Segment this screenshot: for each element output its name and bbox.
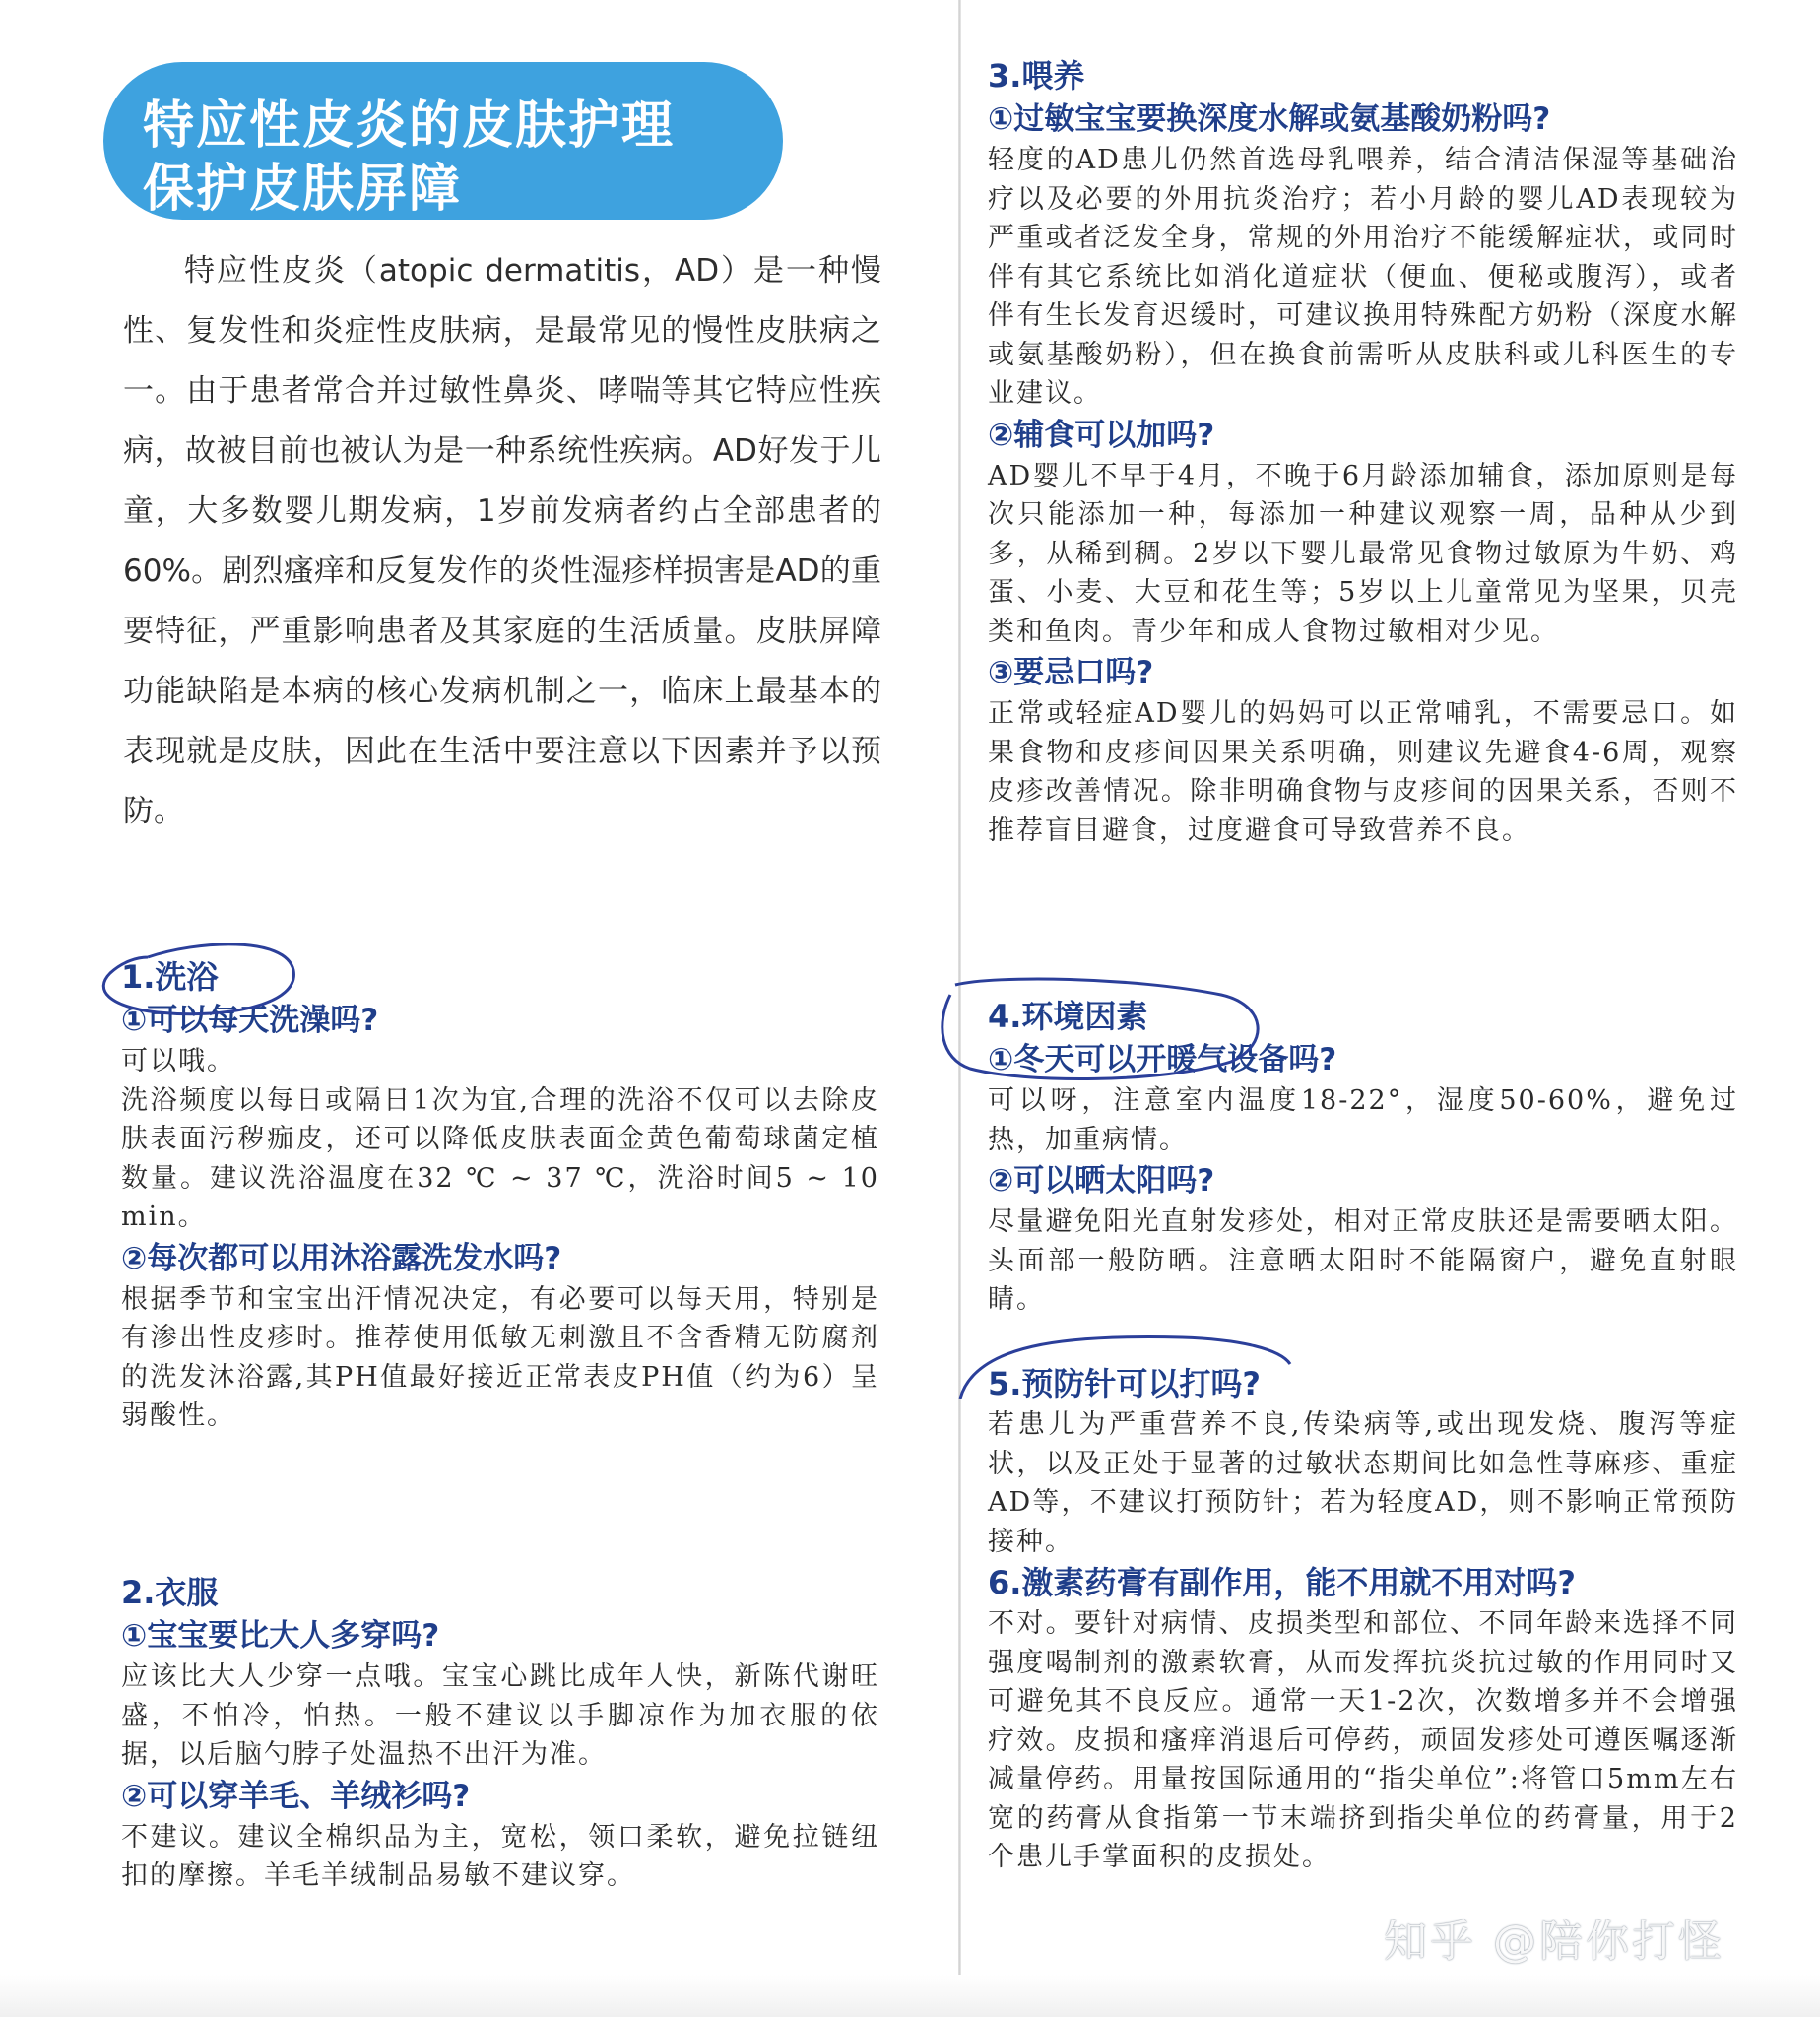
section-environment	[988, 995, 1738, 1320]
section-heading: 4.环境因素	[988, 998, 1148, 1035]
answer-text: 可以呀，注意室内温度18-22°，湿度50-60%，避免过热，加重病情。	[988, 1085, 1738, 1155]
section-feeding	[988, 54, 1738, 850]
intro-paragraph: 特应性皮炎（atopic dermatitis，AD）是一种慢性、复发性和炎症性皮肤病，是最常见的慢性皮肤病之一。由于患者常合并过敏性鼻炎、哮喘等其它特应性疾病，故被目前也被认为是一种系统性疾病。AD好发于儿童，大多数婴儿期发病，1岁前发病者约占全部患者的60%。剧烈瘙痒和反复发作的炎性湿疹样损害是AD的重要特征，严重影响患者及其家庭的生活质量。皮肤屏障功能缺陷是本病的核心发病机制之一，临床上最基本的表现就是皮肤，因此在生活中要注意以下因素并予以预防。	[123, 253, 881, 829]
question-heading: ②可以晒太阳吗?	[988, 1163, 1215, 1199]
answer-text: 若患儿为严重营养不良,传染病等,或出现发烧、腹泻等症状，以及正处于显著的过敏状态期间比如急性荨麻疹、重症AD等，不建议打预防针；若为轻度AD，则不影响正常预防接种。	[988, 1409, 1738, 1557]
section-clothes	[121, 1571, 879, 1896]
question-heading: ①宝宝要比大人多穿吗?	[121, 1618, 440, 1654]
question-heading: ②可以穿羊毛、羊绒衫吗?	[121, 1778, 471, 1814]
section-heading: 5.预防针可以打吗?	[988, 1365, 1261, 1402]
section-heading: 6.激素药膏有副作用，能不用就不用对吗?	[988, 1564, 1576, 1601]
answer-text: 可以哦。	[121, 1046, 235, 1076]
watermark: 知乎 @陪你打怪	[1384, 1917, 1724, 1967]
page-subtitle: 保护皮肤屏障	[143, 160, 463, 219]
section-heading: 3.喂养	[988, 57, 1085, 95]
answer-text: 应该比大人少穿一点哦。宝宝心跳比成年人快，新陈代谢旺盛，不怕冷，怕热。一般不建议以手脚凉作为加衣服的依据，以后脑勺脖子处温热不出汗为准。	[121, 1661, 879, 1770]
page-bottom-edge	[0, 1975, 1820, 2017]
answer-text: 正常或轻症AD婴儿的妈妈可以正常哺乳，不需要忌口。如果食物和皮疹间因果关系明确，则建议先避食4-6周，观察皮疹改善情况。除非明确食物与皮疹间的因果关系，否则不推荐盲目避食，过度避食可导致营养不良。	[988, 698, 1738, 846]
question-heading: ①过敏宝宝要换深度水解或氨基酸奶粉吗?	[988, 101, 1551, 137]
question-heading: ①可以每天洗澡吗?	[121, 1003, 379, 1038]
answer-text: 轻度的AD患儿仍然首选母乳喂养，结合清洁保湿等基础治疗以及必要的外用抗炎治疗；若小月龄的婴儿AD表现较为严重或者泛发全身，常规的外用治疗不能缓解症状，或同时伴有其它系统比如消化道症状（便血、便秘或腹泻），或者伴有生长发育迟缓时，可建议换用特殊配方奶粉（深度水解或氨基酸奶粉），但在换食前需听从皮肤科或儿科医生的专业建议。	[988, 145, 1738, 409]
page-fold	[958, 0, 961, 2017]
section-bath	[121, 955, 879, 1436]
section-heading: 1.洗浴	[121, 958, 219, 996]
page-title: 特应性皮炎的皮肤护理	[143, 97, 676, 156]
answer-text: 尽量避免阳光直射发疹处，相对正常皮肤还是需要晒太阳。头面部一般防晒。注意晒太阳时不能隔窗户，避免直射眼睛。	[988, 1206, 1738, 1315]
section-heading: 2.衣服	[121, 1574, 219, 1611]
answer-text: 不对。要针对病情、皮损类型和部位、不同年龄来选择不同强度喝制剂的激素软膏，从而发挥抗炎抗过敏的作用同时又可避免其不良反应。通常一天1-2次，次数增多并不会增强疗效。皮损和瘙痒消退后可停药，顽固发疹处可遵医嘱逐渐减量停药。用量按国际通用的“指尖单位”:将管口5mm左右宽的药膏从食指第一节末端挤到指尖单位的药膏量，用于2个患儿手掌面积的皮损处。	[988, 1608, 1738, 1872]
question-heading: ③要忌口吗?	[988, 655, 1154, 690]
answer-text: AD婴儿不早于4月，不晚于6月龄添加辅食，添加原则是每次只能添加一种，每添加一种建议观察一周，品种从少到多，从稀到稠。2岁以下婴儿最常见食物过敏原为牛奶、鸡蛋、小麦、大豆和花生等；5岁以上儿童常见为坚果，贝壳类和鱼肉。青少年和成人食物过敏相对少见。	[988, 460, 1738, 647]
question-heading: ②辅食可以加吗?	[988, 417, 1215, 453]
title-banner	[103, 62, 783, 220]
section-vaccine	[988, 1362, 1738, 1561]
section-steroid	[988, 1561, 1738, 1877]
answer-text: 不建议。建议全棉织品为主，宽松，领口柔软，避免拉链纽扣的摩擦。羊毛羊绒制品易敏不建议穿。	[121, 1821, 879, 1891]
answer-text: 根据季节和宝宝出汗情况决定，有必要可以每天用，特别是有渗出性皮疹时。推荐使用低敏无刺激且不含香精无防腐剂的洗发沐浴露,其PH值最好接近正常表皮PH值（约为6）呈弱酸性。	[121, 1283, 879, 1431]
answer-text: 洗浴频度以每日或隔日1次为宜,合理的洗浴不仅可以去除皮肤表面污秽痂皮，还可以降低皮肤表面金黄色葡萄球菌定植数量。建议洗浴温度在32 ℃ ~ 37 ℃，洗浴时间5 ~ 10 min。	[121, 1084, 879, 1232]
question-heading: ①冬天可以开暖气设备吗?	[988, 1042, 1337, 1077]
question-heading: ②每次都可以用沐浴露洗发水吗?	[121, 1240, 562, 1276]
